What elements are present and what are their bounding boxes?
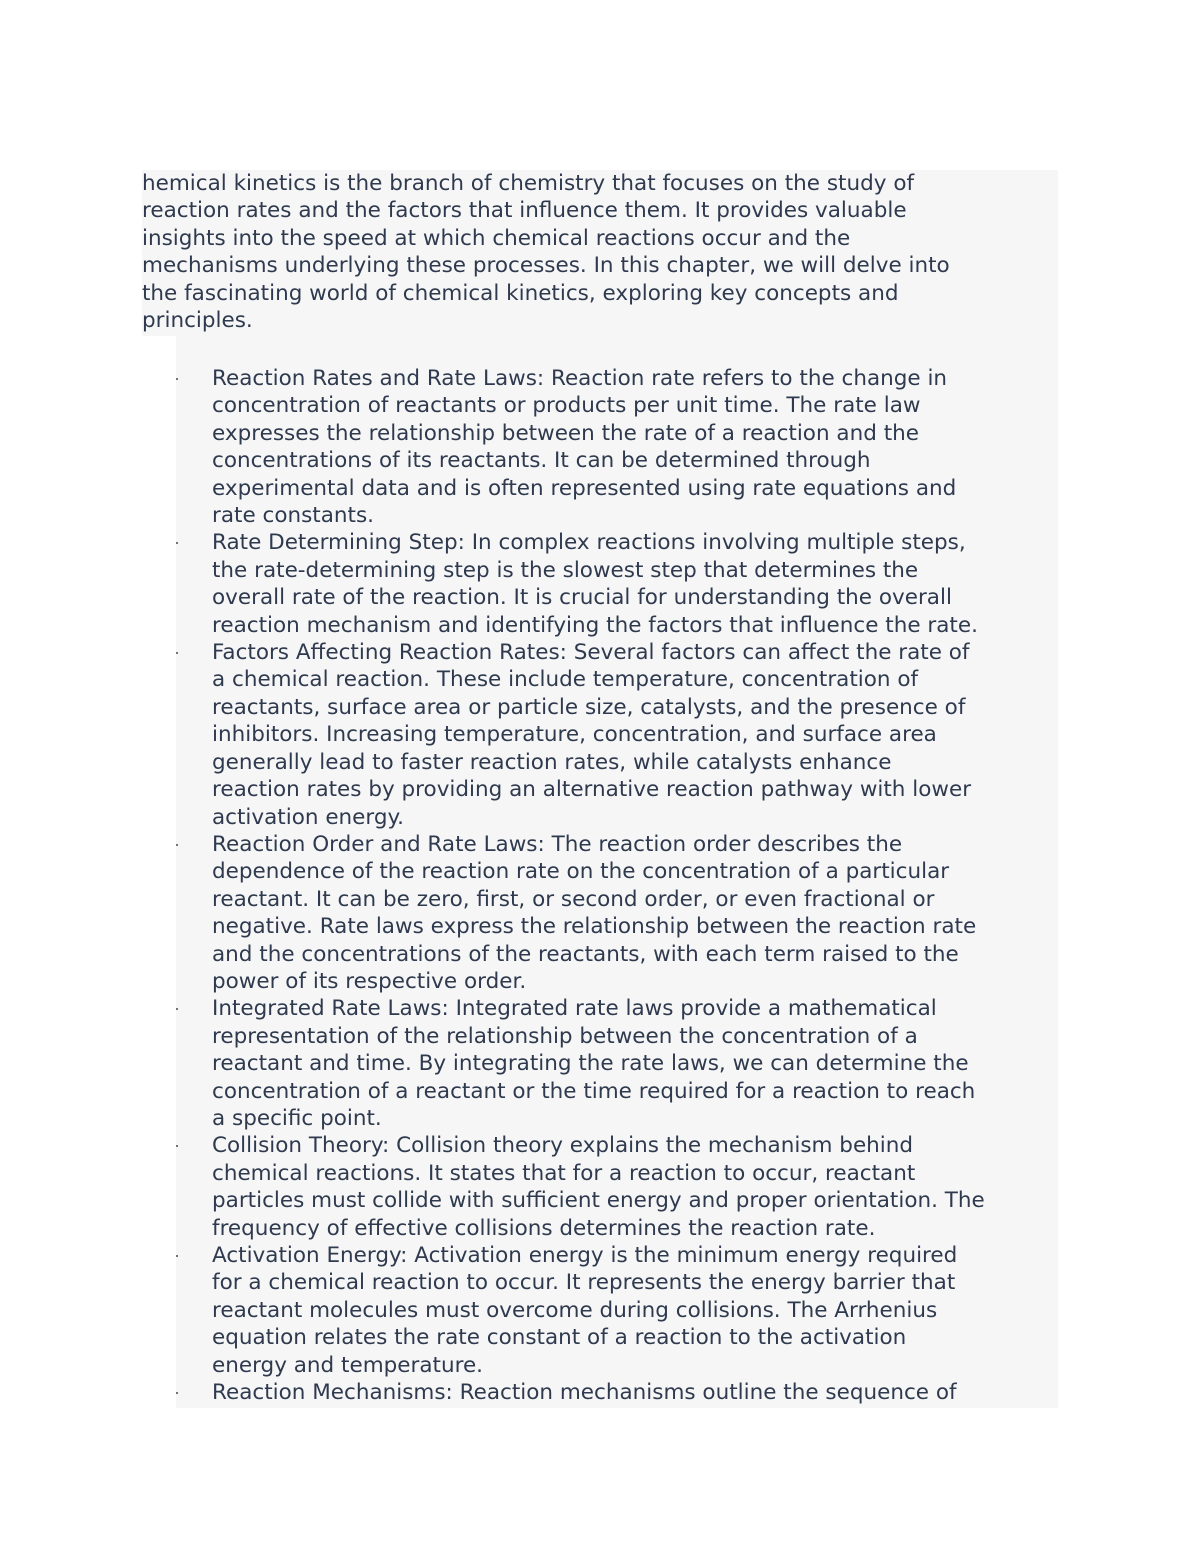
list-item xyxy=(176,1242,1066,1379)
item-line: particles must collide with sufficient energy and proper orientation. The xyxy=(212,1188,985,1214)
bullet-marker-icon xyxy=(176,652,178,654)
item-line: reactant and time. By integrating the rate laws, we can determine the xyxy=(212,1051,969,1077)
item-line: reactants, surface area or particle size, catalysts, and the presence of xyxy=(212,694,966,720)
item-line: Reaction Rates and Rate Laws: Reaction rate refers to the change in xyxy=(212,366,948,391)
item-line: inhibitors. Increasing temperature, concentration, and surface area xyxy=(212,722,937,748)
intro-line: insights into the speed at which chemical reactions occur and the xyxy=(142,225,851,251)
item-line: reactant molecules must overcome during collisions. The Arrhenius xyxy=(212,1297,938,1323)
bullet-marker-icon xyxy=(176,1008,178,1010)
item-line: Integrated Rate Laws: Integrated rate laws provide a mathematical xyxy=(212,996,937,1022)
list-item xyxy=(176,639,1066,831)
list-item xyxy=(176,529,1066,639)
item-line: Factors Affecting Reaction Rates: Several factors can affect the rate of xyxy=(212,640,970,666)
item-line: power of its respective order. xyxy=(212,968,527,994)
bullet-marker-icon xyxy=(176,378,178,380)
bullet-marker-icon xyxy=(176,542,178,544)
item-line: negative. Rate laws express the relationship between the reaction rate xyxy=(212,914,977,940)
concept-list xyxy=(176,365,1066,1406)
intro-line: mechanisms underlying these processes. In this chapter, we will delve into xyxy=(142,253,950,279)
intro-paragraph xyxy=(142,170,1058,334)
item-line: concentration of a reactant or the time required for a reaction to reach xyxy=(212,1078,976,1104)
item-line: activation energy. xyxy=(212,804,404,830)
intro-line: reaction rates and the factors that influence them. It provides valuable xyxy=(142,198,907,224)
item-line: concentration of reactants or products per unit time. The rate law xyxy=(212,393,921,419)
item-line: Activation Energy: Activation energy is the minimum energy required xyxy=(212,1243,958,1268)
item-line: for a chemical reaction to occur. It represents the energy barrier that xyxy=(212,1270,956,1296)
intro-line: the fascinating world of chemical kinetics, exploring key concepts and xyxy=(142,280,899,306)
item-line: expresses the relationship between the rate of a reaction and the xyxy=(212,420,919,446)
intro-line: principles. xyxy=(142,308,253,334)
item-line: energy and temperature. xyxy=(212,1352,484,1378)
item-line: chemical reactions. It states that for a reaction to occur, reactant xyxy=(212,1160,916,1186)
item-line: representation of the relationship between the concentration of a xyxy=(212,1023,918,1049)
list-item xyxy=(176,1379,1066,1406)
item-line: concentrations of its reactants. It can be determined through xyxy=(212,448,871,474)
item-line: experimental data and is often represented using rate equations and xyxy=(212,475,957,501)
list-item xyxy=(176,831,1066,995)
item-line: reactant. It can be zero, first, or second order, or even fractional or xyxy=(212,886,935,912)
list-item xyxy=(176,365,1066,529)
item-line: Rate Determining Step: In complex reactions involving multiple steps, xyxy=(212,530,966,556)
item-line: frequency of effective collisions determines the reaction rate. xyxy=(212,1215,876,1241)
bullet-marker-icon xyxy=(176,1145,178,1147)
item-line: Reaction Order and Rate Laws: The reaction order describes the xyxy=(212,831,903,857)
item-line: rate constants. xyxy=(212,503,375,529)
bullet-marker-icon xyxy=(176,1255,178,1257)
item-line: generally lead to faster reaction rates, while catalysts enhance xyxy=(212,749,892,775)
item-line: Reaction Mechanisms: Reaction mechanisms outline the sequence of xyxy=(212,1380,957,1406)
item-line: and the concentrations of the reactants, with each term raised to the xyxy=(212,941,959,967)
item-line: equation relates the rate constant of a reaction to the activation xyxy=(212,1325,907,1351)
bullet-marker-icon xyxy=(176,1392,178,1394)
item-line: the rate-determining step is the slowest step that determines the xyxy=(212,557,919,583)
list-item xyxy=(176,995,1066,1132)
list-item xyxy=(176,1132,1066,1242)
intro-line: hemical kinetics is the branch of chemistry that focuses on the study of xyxy=(142,171,915,196)
item-line: a chemical reaction. These include temperature, concentration of xyxy=(212,667,919,693)
item-line: overall rate of the reaction. It is crucial for understanding the overall xyxy=(212,585,952,611)
item-line: Collision Theory: Collision theory explains the mechanism behind xyxy=(212,1133,914,1159)
item-line: reaction mechanism and identifying the factors that influence the rate. xyxy=(212,612,978,638)
item-line: reaction rates by providing an alternative reaction pathway with lower xyxy=(212,777,972,803)
item-line: dependence of the reaction rate on the concentration of a particular xyxy=(212,859,950,885)
item-line: a specific point. xyxy=(212,1105,382,1131)
bullet-marker-icon xyxy=(176,844,178,846)
